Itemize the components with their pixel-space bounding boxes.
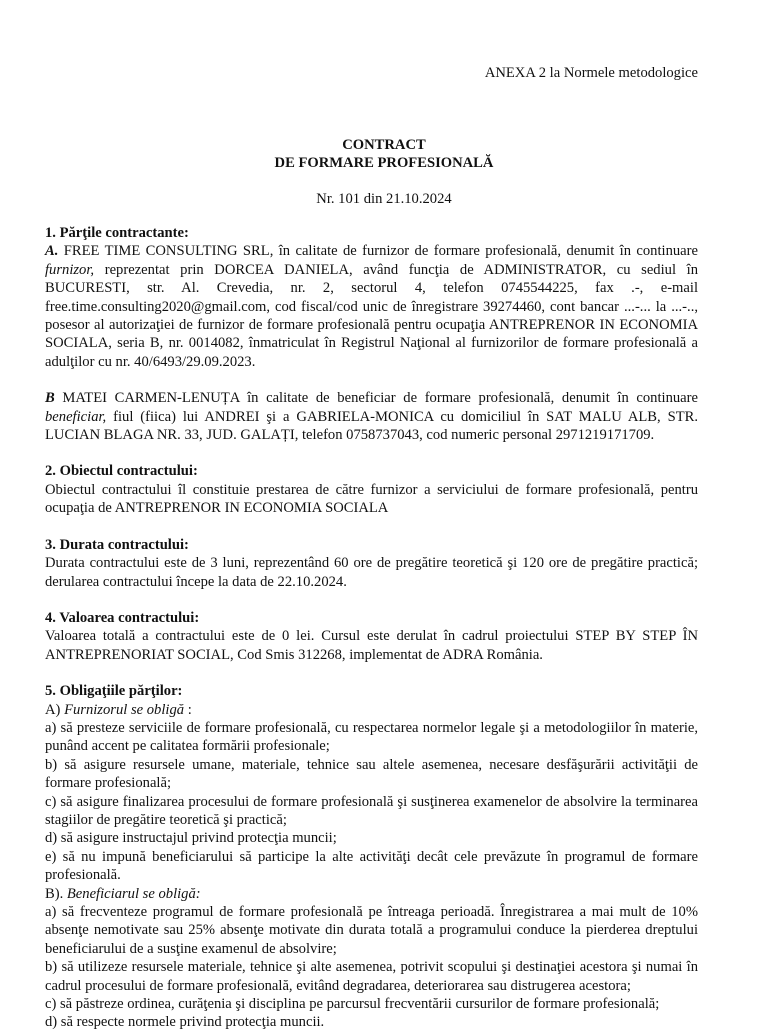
beneficiary-obligation-item: c) să păstreze ordinea, curăţenia şi disciplina pe parcursul frecventării cursurilor de formare profesională; [45,996,660,1013]
section-3-text: Durata contractului este de 3 luni, reprezentând 60 ore de pregătire teoretică şi 120 ore de pregătire practică; derularea contractului începe la data de 22.10.2024. [45,555,698,590]
provider-prefix: A) [45,701,65,718]
provider-obligation-item: d) să asigure instructajul privind protecţia muncii; [45,830,337,847]
section-4-heading: 4. Valoarea contractului: [45,609,200,626]
party-a-paragraph [45,242,698,371]
provider-obligation-item: c) să asigure finalizarea procesului de formare profesională şi susţinerea examenelor de absolvire la terminarea stagiilor de pregătire teoretică şi practică; [45,793,698,828]
party-a-text-1: FREE TIME CONSULTING SRL, în calitate de furnizor de formare profesională, denumit în continuare [58,243,698,260]
section-4-text: Valoarea totală a contractului este de 0 lei. Cursul este derulat în cadrul proiectului STEP BY STEP ÎN ANTREPRENORIAT SOCIAL, Cod Smis 312268, implementat de ADRA România. [45,628,698,663]
document-title [0,136,768,172]
annex-label: ANEXA 2 la Normele metodologice [484,65,698,81]
title-line-1: CONTRACT [342,137,426,153]
beneficiary-obligations-label [45,885,698,903]
provider-label: Furnizorul se obligă [64,701,185,718]
document-body [45,224,698,1032]
section-3-heading: 3. Durata contractului: [45,536,189,553]
party-b-paragraph [45,389,698,444]
beneficiary-obligation-item: a) să frecventeze programul de formare profesională pe întreaga perioadă. Înregistrarea a mai mult de 10% absenţe nemotivate sau 25% absenţe motivate din durata totală a programului conduce la pierderea dreptului beneficiarului de a susţine examenul de absolvire; [45,904,698,957]
party-a-text-2: reprezentat prin DORCEA DANIELA, având funcţia de ADMINISTRATOR, cu sediul în BUCURESTI, str. Al. Crevedia, nr. 2, sectorul 4, telefon 0745544225, fax .-, e-mail free.time.consulting2020@gmail.com, cod fiscal/cod unic de înregistrare 39274460, cont bancar ...-... la ...-.., posesor al autorizaţiei de furnizor de formare profesională pentru ocupaţia ANTREPRENOR IN ECONOMIA SOCIALA, seria B, nr. 0014082, înmatriculat în Registrul Naţional al furnizorilor de formare profesională a adulţilor cu nr. 40/6493/29.09.2023. [45,261,698,370]
title-line-2: DE FORMARE PROFESIONALĂ [274,155,494,171]
beneficiary-obligation-item: b) să utilizeze resursele materiale, tehnice şi alte asemenea, potrivit scopului şi destinaţiei acestora şi numai în cadrul procesului de formare profesională, evitând degradarea, deteriorarea sau distrugerea acestora; [45,959,698,994]
beneficiary-prefix: B). [45,885,67,902]
party-b-text-1: MATEI CARMEN-LENUȚA în calitate de beneficiar de formare profesională, denumit în continuare [54,390,698,407]
provider-obligation-item: b) să asigure resursele umane, materiale, tehnice sau altele asemenea, necesare desfăşurării activităţii de formare profesională; [45,756,698,792]
provider-obligations-label [45,701,698,719]
beneficiary-label: Beneficiarul se obligă: [66,885,201,902]
section-2-text: Obiectul contractului îl constituie prestarea de către furnizor a serviciului de formare profesională, pentru ocupaţia de ANTREPRENOR IN ECONOMIA SOCIALA [45,481,698,517]
party-a-letter: A. [45,243,59,260]
contract-number: Nr. 101 din 21.10.2024 [316,191,452,207]
provider-obligation-item: a) să presteze serviciile de formare profesională, cu respectarea normelor legale şi a metodologiilor în materie, punând accent pe calitatea formării profesionale; [45,719,698,755]
provider-suffix: : [184,701,192,718]
party-b-letter: B [45,390,55,407]
party-b-text-2: fiul (fiica) lui ANDREI şi a GABRIELA-MONICA cu domiciliul în SAT MALU ALB, STR. LUCIAN BLAGA NR. 33, JUD. GALAȚI, telefon 0758737043, cod numeric personal 2971219171709. [45,408,698,444]
provider-obligation-item: e) să nu impună beneficiarului să participe la alte activităţi decât cele prevăzute în programul de formare profesională. [45,848,698,884]
section-2-heading: 2. Obiectul contractului: [45,463,198,480]
party-a-role: furnizor, [45,261,95,278]
beneficiary-obligation-item: d) să respecte normele privind protecţia muncii. [45,1014,325,1031]
section-1-heading: 1. Părţile contractante: [45,225,189,241]
party-b-role: beneficiar, [45,408,107,425]
section-5-heading: 5. Obligaţiile părţilor: [45,683,183,700]
